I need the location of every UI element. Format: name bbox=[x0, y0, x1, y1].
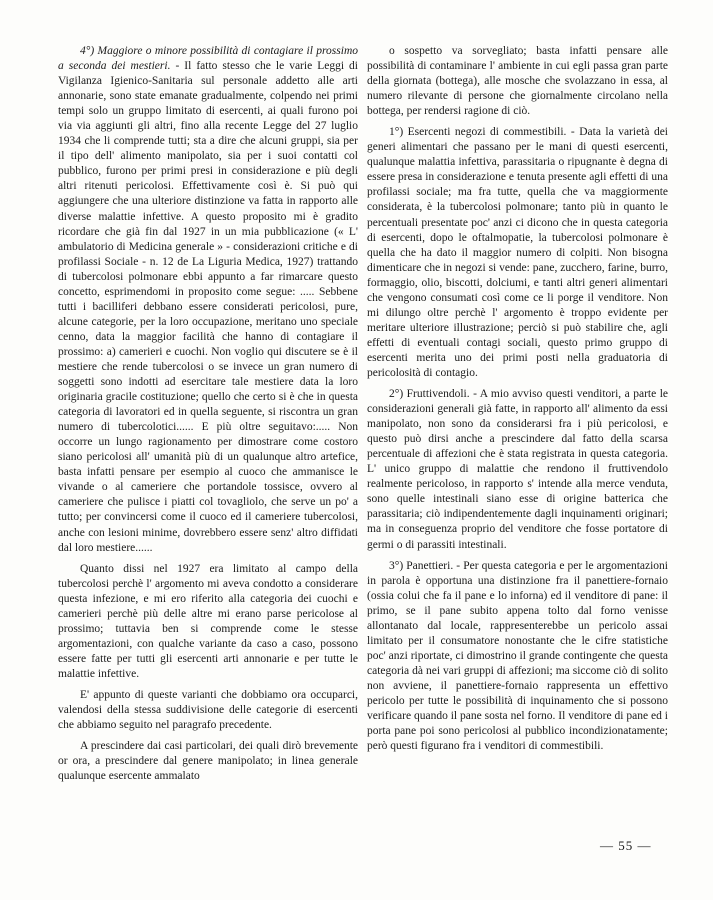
paragraph-sorvegliato: o sospetto va sorvegliato; basta infatti pensare alle possibilità di contaminare l' ambiente in cui egli passa gran parte della giornata (bottega), alle mosche che svolazzano in essa, al numero rilevante di persone che giornalmente circolano nella bottega, per rendersi ragione di ciò. bbox=[367, 45, 668, 118]
left-column bbox=[58, 44, 358, 784]
paragraph-text: - A mio avviso questi venditori, a parte le considerazioni generali già fatte, in rapporto all' alimento da essi manipolato, non sono da considerarsi fra i più pericolosi, e questo può dirsi anche a prescindere dal fatto della scarsa percentuale di affezioni che è stata registrata in questa categoria. L' unico gruppo di malattie che rendono il fruttivendolo realmente pericoloso, in rapporto s' intende alla merce venduta, sono quelle intestinali siano esse di origine batterica che parassitaria; ciò indipendentemente dagli inquinamenti originari; ma in conseguenza proprio del venditore che fosse portatore di germi o di parassiti intestinali. bbox=[367, 388, 669, 551]
paragraph-commestibili bbox=[367, 125, 668, 381]
section-heading-3: 3°) Panettieri. bbox=[389, 559, 454, 572]
paragraph-text: - Il fatto stesso che le varie Leggi di Vigilanza Igienico-Sanitaria sul personale addetto alle arti annonarie, sono state emanate gradualmente, colpendo nei primi tempi solo un gruppo limitato di esercenti, ai quali furono poi via via aggiunti gli altri, fino alla recente Legge del 27 luglio 1934 che li comprende tutti; sta a dire che alcuni gruppi, sia per il tipo dell' alimento manipolato, sia per i suoi contatti col pubblico, furono per primi presi in considerazione e più degli altri ritenuti pericolosi. Effettivamente così è. Si può qui aggiungere che una ulteriore distinzione va fatta in rapporto alle diverse malattie infettive. A questo proposito mi è gradito ricordare che già fin dal 1927 in un mia pubblicazione (« L' ambulatorio di Medicina generale » - considerazioni critiche e di profilassi Sociale - n. 12 de La Liguria Medica, 1927) trattando di tubercolosi polmonare ebbi appunto a far rimarcare questo concetto, esprimendomi in proposito come segue: ..... Sebbene tutti i bacilliferi debbano essere considerati pericolosi, pure, alcune categorie, per la loro occupazione, meritano uno speciale cenno, data la maggior facilità che hanno di contagiare il prossimo: a) camerieri e cuochi. Non voglio qui discutere se è il mestiere che rende tubercolosi o se invece un gran numero di soggetti sono indotti ad esercitare tale mestiere data la loro originaria gracile costituzione; quello che certo si è che in questa categoria di lavoratori ed in quella seguente, si riscontra un gran numero di tubercolotici...... E più oltre seguitavo:..... Non occorre un lungo ragionamento per dimostrare come costoro siano pericolosi all' umanità più di un qualunque altro artefice, basta infatti pensare per esempio al cuoco che ammanisce le vivande o al cameriere che portandole tossisce, ovvero al cameriere che pulisce i piatti col tovagliolo, che serve un po' a tutto; per convincersi come il cuoco ed il cameriere tubercolosi, anche con lesioni minime, dovrebbero essere senz' altro diffidati dal loro mestiere...... bbox=[58, 60, 358, 554]
paragraph-varianti: E' appunto di queste varianti che dobbiamo ora occuparci, valendosi della stessa suddivisione delle categorie di esercenti che abbiamo seguito nel paragrafo precedente. bbox=[58, 688, 358, 732]
paragraph-mestieri bbox=[58, 44, 358, 556]
paragraph-fruttivendoli bbox=[367, 387, 668, 553]
paragraph-text: - Per questa categoria e per le argomentazioni in parola è opportuna una distinzione fra il panettiere-fornaio (ossia colui che fa il pane e lo inforna) ed il venditore di pane: il primo, se il pane subito appena tolto dal forno venisse allontanato dal locale, rappresenterebbe un pericolo assai limitato per il consumatore nonostante che le cifre statistiche poc' anzi riportate, ci dimostrino il grande contingente che questa categoria dà nei vari gruppi di affezioni; ma siccome ciò di solito non avviene, il panettiere-fornaio rappresenta un effettivo pericolo per tutte le possibilità di inquinamento che si possono verificare quando il pane sosta nel forno. Il venditore di pane ed i porta pane poi sono pericolosi al pubblico incondizionatamente; però questi figurano fra i venditori di commestibili. bbox=[367, 559, 668, 753]
section-heading-2: 2°) Fruttivendoli. bbox=[389, 388, 470, 401]
paragraph-1927: Quanto dissi nel 1927 era limitato al campo della tubercolosi perchè l' argomento mi aveva condotto a considerare questa infezione, e mi ero riferito alla categoria dei cuochi e camerieri perchè più delle altre mi erano parse pericolose al prossimo; tuttavia ben si comprende come le stesse argomentazioni, con qualche variante da caso a caso, possono essere fatte per tutti gli esercenti arti annonarie e per tutte le malattie infettive. bbox=[58, 562, 358, 680]
page-number: — 55 — bbox=[600, 838, 652, 853]
section-heading-4: 4°) Maggiore o minore possibilità di contagiare il prossimo a seconda dei mestieri. bbox=[58, 45, 358, 73]
paragraph-prescindere: A prescindere dai casi particolari, dei quali dirò brevemente or ora, a prescindere dal genere manipolato; in linea generale qualunque esercente ammalato bbox=[58, 740, 358, 783]
section-heading-1: 1°) Esercenti negozi di commestibili. bbox=[389, 126, 567, 139]
right-column bbox=[367, 44, 668, 754]
paragraph-panettieri bbox=[367, 559, 668, 755]
paragraph-text: - Data la varietà dei generi alimentari che passano per le mani di questi esercenti, qualunque malattia infettiva, parassitaria o ripugnante è degna di essere presa in considerazione e tenuta presente agli effetti di una profilassi sociale; ma fra tutte, quella che va maggiormente considerata, è la tubercolosi polmonare; tanto più in quanto le percentuali presentate poc' anzi ci dicono che in questa categoria di esercenti, dopo le oftalmopatie, la tubercolosi polmonare è quella che ha dato il maggior numero di colpiti. Non bisogna dimenticare che in negozi si vende: pane, zucchero, farine, burro, formaggio, olio, biscotti, dolciumi, e tanti altri generi alimentari che vengono consumati così come ce li porge il venditore. Non mi dilungo oltre perchè l' argomento è troppo evidente per meritare ulteriore illustrazione; perciò si può stabilire che, agli effetti di eventuali contagi sociali, questo primo gruppo di esercenti merita uno dei primi posti nella graduatoria di pericolosità di contagio. bbox=[367, 126, 669, 379]
